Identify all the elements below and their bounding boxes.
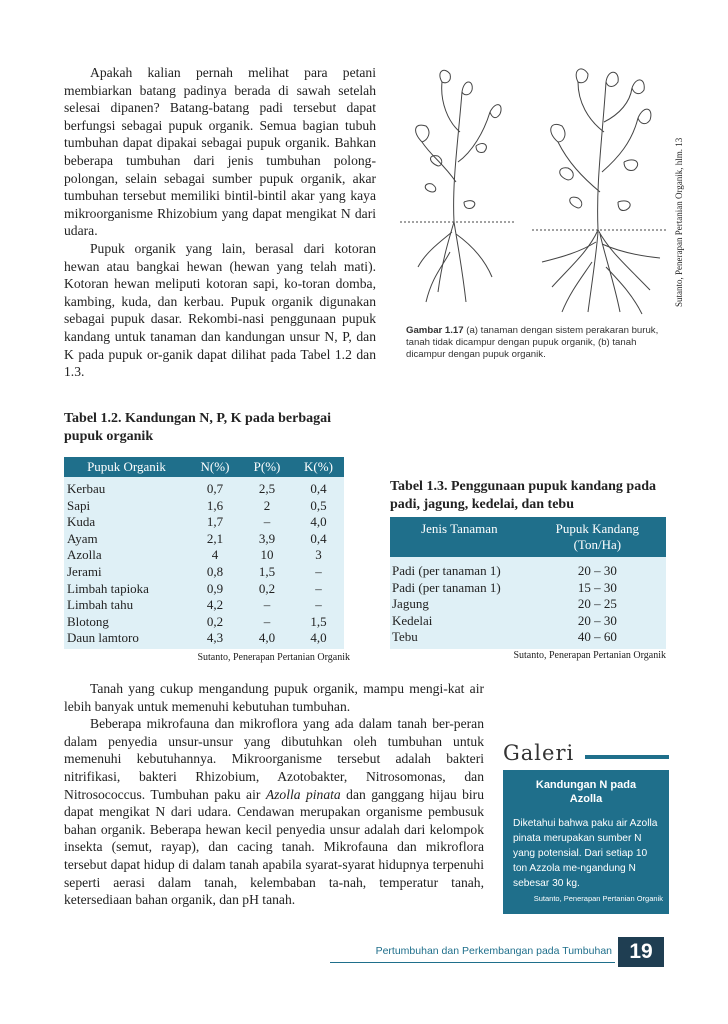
table12-body (64, 477, 344, 649)
table13-row (390, 557, 666, 580)
figure-caption-text: (a) tanaman dengan sistem perakaran buruk, tanah tidak dicampur dengan pupuk organik, (b) tanah dicampur dengan pupuk organik. (406, 325, 659, 360)
table12-cell: Azolla (67, 547, 102, 563)
table13 (390, 517, 666, 649)
galeri-credit: Sutanto, Penerapan Pertanian Organik (533, 894, 663, 903)
table13-row (390, 613, 666, 630)
table12-cell: Blotong (67, 613, 109, 629)
table12-cell: 2,5 (258, 481, 276, 496)
body-paragraph-2-part1: Beberapa mikrofauna dan mikroflora yang ada dalam tanah ber-peran dalam penyedia unsur-unsur yang dibutuhkan oleh tumbuhan untuk memenuhi kebutuhannya. Mikroorganisme tersebut adalah bakteri nitrifikasi, bakteri Rhizobium, Azotobakter, Nitrosomonas, dan Nitrosococcus. Tumbuhan paku air (64, 716, 484, 802)
table12-cell: 2 (263, 497, 271, 513)
table13-cell: 40 – 60 (577, 629, 617, 645)
plants-illustration (392, 62, 672, 320)
table13-header-row (390, 517, 666, 557)
figure-plants (392, 62, 672, 320)
table13-cell: Tebu (392, 629, 418, 645)
table12-cell: 0,2 (206, 613, 224, 629)
table12-row (64, 614, 344, 631)
table13-header: Pupuk Kandang (Ton/Ha) (529, 517, 666, 557)
table12-cell: Kerbau (67, 481, 106, 496)
table13-cell: Padi (per tanaman 1) (392, 579, 501, 595)
table13-cell: 20 – 25 (577, 596, 617, 612)
figure-credit (674, 62, 688, 307)
table12-cell: 1,5 (258, 563, 276, 579)
table12-row (64, 477, 344, 498)
body-paragraph-2 (64, 715, 484, 909)
table12-cell: – (315, 563, 322, 579)
table12-row (64, 581, 344, 598)
table13-cell: 15 – 30 (577, 579, 617, 595)
table12-cell: 0,2 (258, 580, 276, 596)
table12-cell: – (263, 597, 271, 613)
table12-row (64, 514, 344, 531)
footer-title: Pertumbuhan dan Perkembangan pada Tumbuhan (375, 945, 612, 957)
table12-cell: 1,6 (206, 497, 224, 513)
table13-cell: 20 – 30 (577, 563, 617, 578)
table13-title: Tabel 1.3. Penggunaan pupuk kandang pada padi, jagung, kedelai, dan tebu (390, 479, 656, 512)
table12-header: K(%) (293, 457, 344, 477)
table12-cell: 0,7 (206, 481, 224, 496)
table12-row (64, 564, 344, 581)
table12-cell: 1,5 (310, 613, 327, 629)
table12-row (64, 597, 344, 614)
table12-cell: 4,0 (310, 514, 327, 530)
galeri-text: Diketahui bahwa paku air Azolla pinata merupakan sumber N yang potensial. Dari setiap 10 ton Azzola me-ngandung N sebesar 30 kg. (513, 818, 658, 889)
galeri-heading-rule (585, 755, 669, 759)
table12-title: Tabel 1.2. Kandungan N, P, K pada berbagai pupuk organik (64, 411, 331, 444)
azolla-term: Azolla pinata (265, 786, 341, 802)
table12-header: Pupuk Organik (64, 457, 189, 477)
table13-cell: Kedelai (392, 612, 433, 628)
table12-cell: Kuda (67, 514, 96, 530)
table12-cell: – (315, 580, 322, 596)
table12-header: N(%) (189, 457, 241, 477)
table12-cell: Limbah tahu (67, 597, 134, 613)
table12-cell: Limbah tapioka (67, 580, 149, 596)
table13-cell: Jagung (392, 596, 429, 612)
intro-text (64, 64, 376, 381)
table12-row (64, 630, 344, 649)
galeri-heading-text: Galeri (503, 741, 575, 765)
table12-cell: 1,7 (206, 514, 224, 530)
table12-cell: 0,4 (310, 530, 327, 546)
table12-cell: 3 (315, 547, 322, 563)
table13-cell: Padi (per tanaman 1) (392, 563, 501, 578)
table13-cell: 20 – 30 (577, 612, 617, 628)
intro-paragraph-1: Apakah kalian pernah melihat para petani membiarkan batang padinya berada di sawah setelah selesai dipanen? Batang-batang padi tersebut dapat berfungsi sebagai pupuk organik. Semua bagian tubuh tumbuhan dapat dipakai sebagai pupuk organik. Bahkan beberapa tumbuhan dari jenis tumbuhan polong-polongan, selain sebagai sumber pupuk organik, akar tumbuhan tersebut memiliki bintil-bintil akar yang kaya mikroorganisme Rhizobium yang dapat mengikat N dari udara. (64, 65, 376, 239)
table12-cell: – (263, 514, 271, 530)
table12-cell: 0,4 (310, 481, 327, 496)
table12-cell: 4 (211, 547, 219, 563)
table12-cell: 0,5 (310, 497, 327, 513)
galeri-title: Kandungan N pada Azolla (535, 779, 637, 805)
table12-cell: – (315, 597, 322, 613)
table12-cell: Ayam (67, 530, 98, 546)
table13-header: Jenis Tanaman (390, 517, 529, 557)
table12-header: P(%) (241, 457, 293, 477)
table12-cell: Sapi (67, 497, 91, 513)
galeri-box (503, 770, 669, 914)
figure-credit-text: Sutanto, Penerapan Pertanian Organik, hlm. 13 (674, 137, 684, 307)
table12-row (64, 498, 344, 515)
table12-cell: 4,3 (206, 630, 224, 646)
body-text-top (64, 680, 484, 909)
table12-cell: Daun lamtoro (67, 630, 139, 646)
table12-source: Sutanto, Penerapan Pertanian Organik (197, 652, 350, 663)
table12 (64, 457, 344, 649)
page-number: 19 (618, 937, 664, 967)
intro-paragraph-2: Pupuk organik yang lain, berasal dari kotoran hewan atau bangkai hewan (hewan yang telah mati). Kotoran hewan meliputi kotoran sapi, ko-toran domba, kambing, kuda, dan kerbau. Pupuk organik digunakan sebagai pupuk dasar. Rekombi-nasi penggunaan pupuk kandang untuk tanaman dan kandungan unsur N, P, dan K pada pupuk or-ganik dapat dilihat pada Tabel 1.2 dan 1.3. (64, 240, 376, 380)
table12-cell: 4,2 (206, 597, 224, 613)
table12-cell: 3,9 (258, 530, 276, 546)
table13-row (390, 580, 666, 597)
table12-cell: 0,8 (206, 563, 224, 579)
table12-row (64, 531, 344, 548)
table12-cell: – (263, 613, 271, 629)
table12-header-row (64, 457, 344, 477)
table12-cell: 0,9 (206, 580, 224, 596)
table12-cell: 4,0 (310, 630, 327, 646)
table13-body (390, 557, 666, 649)
table13-source: Sutanto, Penerapan Pertanian Organik (513, 650, 666, 661)
table13-row (390, 596, 666, 613)
figure-label: Gambar 1.17 (406, 325, 464, 336)
table12-cell: 2,1 (206, 530, 224, 546)
table12-row (64, 547, 344, 564)
table12-cell: 10 (260, 547, 274, 563)
table12-cell: Jerami (67, 563, 102, 579)
table12-cell: 4,0 (258, 630, 276, 646)
footer-rule (330, 962, 615, 963)
figure-caption (406, 325, 666, 361)
body-paragraph-1: Tanah yang cukup mengandung pupuk organik, mampu mengi-kat air lebih banyak untuk memenuhi kebutuhan tumbuhan. (64, 681, 484, 714)
body-paragraph-2-part2: dan ganggang hijau biru dapat mengikat N dari udara. Cendawan merupakan organisme pembusuk bahan organik. Beberapa hewan kecil penyedia unsur adalah dari kelompok insekta (semut, rayap), dan cacing tanah. Mikrofauna dan mikroflora tersebut dapat hidup di dalam tanah apabila syarat-syarat hidupnya terpenuhi seperti aerasi dalam tanah, kelembaban ta-nah, temperatur tanah, ketersediaan bahan organik, dan pH tanah. (64, 786, 484, 908)
galeri-heading (503, 741, 669, 767)
table13-row (390, 629, 666, 649)
